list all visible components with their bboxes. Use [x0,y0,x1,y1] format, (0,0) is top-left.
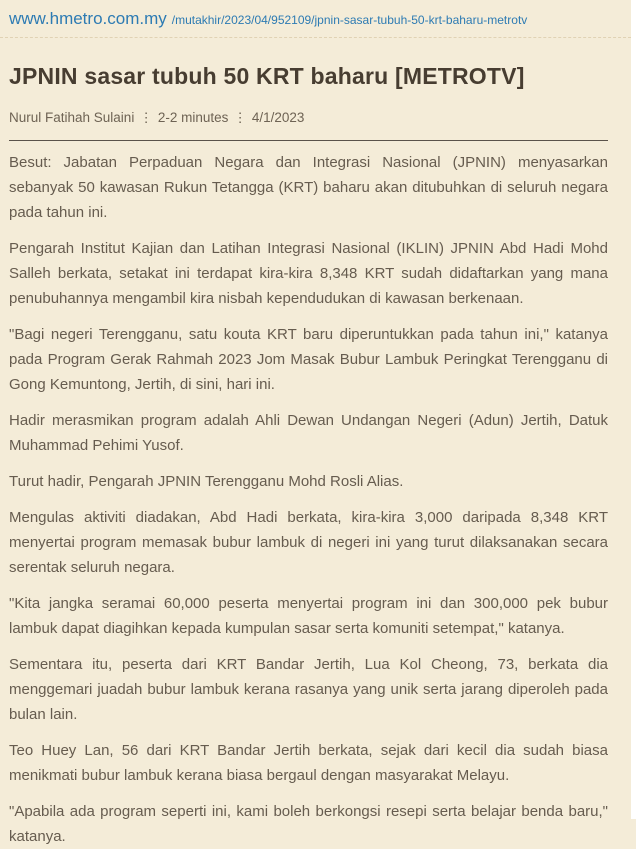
article-paragraph: Sementara itu, peserta dari KRT Bandar Jertih, Lua Kol Cheong, 73, berkata dia menggemari juadah bubur lambuk kerana rasanya yang unik serta jarang diperoleh pada bulan lain. [9,656,608,723]
article-paragraph: Turut hadir, Pengarah JPNIN Terengganu Mohd Rosli Alias. [9,473,404,490]
path-link[interactable]: /mutakhir/2023/04/952109/jpnin-sasar-tubuh-50-krt-baharu-metrotv [171,13,528,27]
header-dashed-divider [0,37,636,38]
article-paragraph: "Kita jangka seramai 60,000 peserta menyertai program ini dan 300,000 pek bubur lambuk dapat diagihkan kepada kumpulan sasar serta komuniti setempat," katanya. [9,595,608,637]
byline [9,109,608,126]
article-paragraph: "Bagi negeri Terengganu, satu kouta KRT baru diperuntukkan pada tahun ini," katanya pada Program Gerak Rahmah 2023 Jom Masak Bubur Lambuk Peringkat Terengganu di Gong Kemuntong, Jertih, di sini, hari ini. [9,326,608,393]
article-url [9,9,608,30]
article-paragraph: Pengarah Institut Kajian dan Latihan Integrasi Nasional (IKLIN) JPNIN Abd Hadi Mohd Salleh berkata, setakat ini terdapat kira-kira 8,348 KRT sudah didaftarkan yang mana penubuhannya mengambil kira nisbah kependudukan di kawasan berkenaan. [9,240,608,307]
scrollbar-track[interactable] [631,0,636,819]
domain-link[interactable]: www.hmetro.com.my [9,9,167,28]
byline-separator-2: ⋮ [233,110,247,125]
article-paragraph: Besut: Jabatan Perpaduan Negara dan Integrasi Nasional (JPNIN) menyasarkan sebanyak 50 kawasan Rukun Tetangga (KRT) baharu akan ditubuhkan di seluruh negara pada tahun ini. [9,154,608,221]
article-paragraph: Mengulas aktiviti diadakan, Abd Hadi berkata, kira-kira 3,000 daripada 8,348 KRT menyertai program memasak bubur lambuk di negeri ini yang turut dilaksanakan secara serentak seluruh negara. [9,509,608,576]
page-title: JPNIN sasar tubuh 50 KRT baharu [METROTV] [9,63,525,89]
byline-separator-1: ⋮ [139,110,153,125]
article-paragraph: Teo Huey Lan, 56 dari KRT Bandar Jertih berkata, sejak dari kecil dia sudah biasa menikmati bubur lambuk kerana biasa bergaul dengan masyarakat Melayu. [9,742,608,784]
article-body [9,150,608,849]
reading-time: 2-2 minutes [157,110,229,125]
byline-divider [9,140,608,141]
publish-date: 4/1/2023 [251,110,305,125]
article-paragraph: "Apabila ada program seperti ini, kami boleh berkongsi resepi serta belajar benda baru," katanya. [9,803,608,845]
author-name: Nurul Fatihah Sulaini [9,110,135,125]
article-paragraph: Hadir merasmikan program adalah Ahli Dewan Undangan Negeri (Adun) Jertih, Datuk Muhammad Pehimi Yusof. [9,412,608,454]
